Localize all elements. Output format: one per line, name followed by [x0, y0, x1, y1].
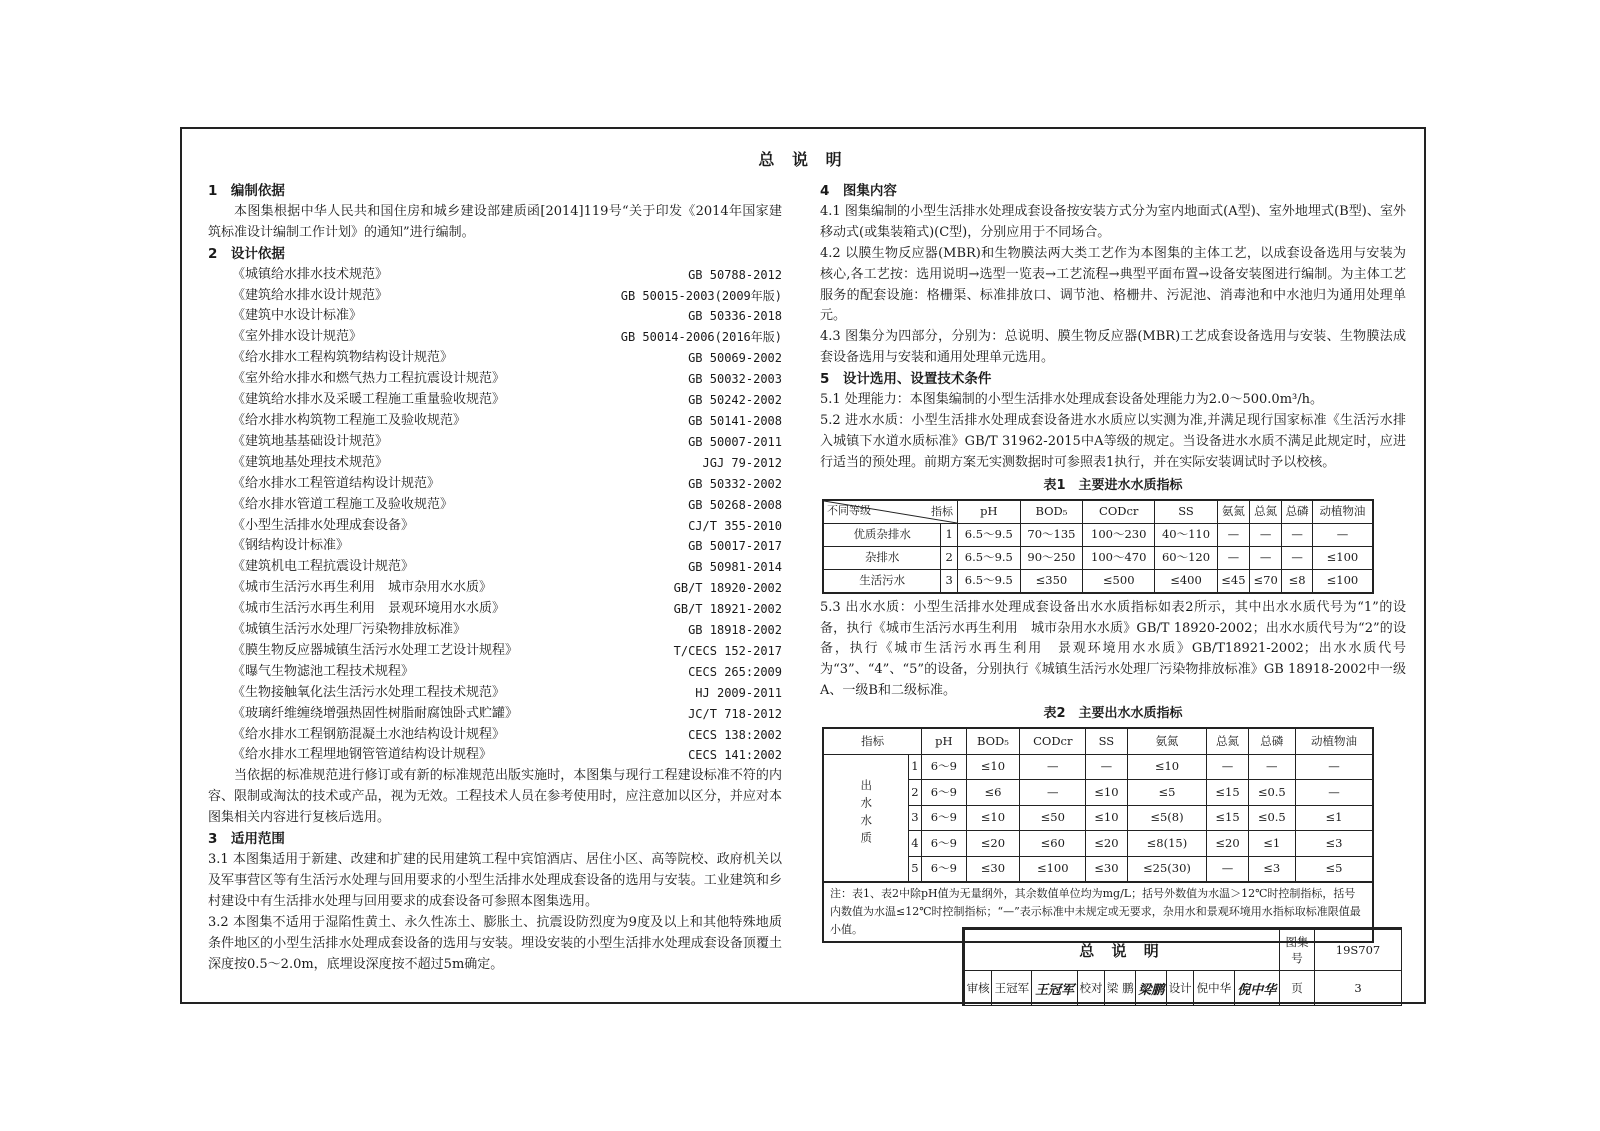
checker-signature: 梁鹏	[1136, 971, 1167, 1006]
design-label: 设计	[1167, 971, 1194, 1006]
standard-item	[208, 495, 782, 516]
standard-code: GB/T 18921-2002	[673, 602, 782, 617]
standard-item	[208, 516, 782, 537]
section-5-heading: 5 设计选用、设置技术条件	[820, 371, 992, 388]
table-2-header-cell: CODcr	[1020, 728, 1086, 754]
table-1-cell: —	[1250, 546, 1282, 569]
table-2-cell: ≤0.5	[1248, 780, 1295, 806]
section-3-2: 3.2 本图集不适用于湿陷性黄土、永久性冻土、膨胀土、抗震设防烈度为9度及以上和其他特殊地质条件地区的小型生活排水处理成套设备的选用与安装。埋设安装的小型生活排水处理成套设备顶覆土深度按0.5～2.0m，底埋设深度按不超过5m确定。	[208, 914, 782, 972]
table-2-quality-no: 3	[908, 805, 922, 831]
standard-code: GB 50069-2002	[688, 351, 782, 366]
table-2-header-cell: BOD₅	[966, 728, 1020, 754]
table-2-cell: ≤10	[1086, 780, 1127, 806]
table-2-cell: ≤0.5	[1248, 805, 1295, 831]
table-2-cell: ≤10	[966, 805, 1020, 831]
standard-code: CECS 141:2002	[688, 748, 782, 763]
standard-item	[208, 704, 782, 725]
standard-name: 《建筑机电工程抗震设计规范》	[232, 559, 415, 575]
drawing-frame	[180, 127, 1426, 1004]
standard-code: GB 50017-2017	[688, 539, 782, 554]
standard-code: GB 50332-2002	[688, 476, 782, 491]
left-column	[208, 181, 782, 975]
standard-code: GB 50141-2008	[688, 413, 782, 428]
table-2-cell: —	[1207, 856, 1248, 882]
standard-code: CJ/T 355-2010	[688, 518, 782, 533]
standard-name: 《小型生活排水处理成套设备》	[232, 517, 415, 533]
table-1-cell: —	[1282, 523, 1313, 546]
standard-name: 《钢结构设计标准》	[232, 538, 350, 554]
review-label: 审核	[965, 971, 992, 1006]
standard-code: GB 18918-2002	[688, 623, 782, 638]
table-2-cell: ≤15	[1207, 805, 1248, 831]
table-2-cell: ≤60	[1020, 831, 1086, 857]
standard-item	[208, 390, 782, 411]
table-2-cell: 6～9	[922, 780, 966, 806]
table-2-cell: 6～9	[922, 754, 966, 780]
standard-name: 《室外给水排水和燃气热力工程抗震设计规范》	[232, 371, 506, 387]
standard-item	[208, 745, 782, 766]
table-2-cell: —	[1295, 780, 1373, 806]
page-label: 页	[1280, 971, 1315, 1006]
standard-name: 《城市生活污水再生利用 景观环境用水水质》	[232, 601, 506, 617]
standard-name: 《建筑给水排水及采暖工程施工重量验收规范》	[232, 392, 506, 408]
table-1-cell: —	[1282, 546, 1313, 569]
standard-name: 《给水排水构筑物工程施工及验收规范》	[232, 412, 467, 428]
standard-item	[208, 620, 782, 641]
table-1-influent	[822, 499, 1374, 594]
table-2-cell: ≤3	[1248, 856, 1295, 882]
standard-name: 《建筑地基处理技术规范》	[232, 454, 389, 470]
table-1-cell: ≤45	[1217, 569, 1249, 593]
table-1-cell: ≤100	[1312, 569, 1373, 593]
section-3-heading: 3 适用范围	[208, 831, 285, 848]
table-2-cell: ≤20	[1086, 831, 1127, 857]
table-2-cell: ≤6	[966, 780, 1020, 806]
standard-code: GB 50268-2008	[688, 497, 782, 512]
section-5-1: 5.1 处理能力：本图集编制的小型生活排水处理成套设备处理能力为2.0～500.0m³/h。	[820, 392, 1323, 408]
table-1-header-cell: 总氮	[1250, 500, 1282, 524]
section-4-2: 4.2 以膜生物反应器(MBR)和生物膜法两大类工艺作为本图集的主体工艺，以成套设备选用与安装为核心,各工艺按：选用说明→选型一览表→工艺流程→典型平面布置→设备安装图进行编制。为主体工艺服务的配套设施：格栅渠、标准排放口、调节池、格栅井、污泥池、消毒池和中水池归为通用处理单元。	[820, 245, 1406, 324]
title-block	[962, 927, 1402, 1006]
table-1-header-cell: CODcr	[1083, 500, 1155, 524]
standard-name: 《给水排水工程构筑物结构设计规范》	[232, 350, 454, 366]
table-row	[823, 754, 1373, 780]
table-1-cell: 100～230	[1083, 523, 1155, 546]
table-1-cell: 100～470	[1083, 546, 1155, 569]
standard-item	[208, 599, 782, 620]
table-2-header-cell: 总磷	[1248, 728, 1295, 754]
table-2-quality-no: 4	[908, 831, 922, 857]
section-1-heading: 1 编制依据	[208, 183, 285, 199]
table-1-cell: 70～135	[1020, 523, 1083, 546]
standard-name: 《给水排水工程管道结构设计规范》	[232, 475, 441, 491]
table-2-quality-no: 5	[908, 856, 922, 882]
table-2-cell: 6～9	[922, 831, 966, 857]
table-row	[823, 523, 1373, 546]
table-1-level-no: 2	[941, 546, 958, 569]
standard-name: 《城镇生活污水处理厂污染物排放标准》	[232, 622, 467, 638]
standard-name: 《城镇给水排水技术规范》	[232, 266, 389, 282]
table-1-cell: ≤8	[1282, 569, 1313, 593]
standard-item	[208, 662, 782, 683]
standard-name: 《玻璃纤维缠绕增强热固性树脂耐腐蚀卧式贮罐》	[232, 705, 519, 721]
title-block-title: 总 说 明	[965, 930, 1280, 971]
table-1-cell: 6.5～9.5	[958, 569, 1021, 593]
table-2-cell: ≤5(8)	[1127, 805, 1207, 831]
standard-name: 《生物接触氧化法生活污水处理工程技术规范》	[232, 684, 506, 700]
check-label: 校对	[1077, 971, 1104, 1006]
table-1-level-name: 杂排水	[823, 546, 941, 569]
table-2-cell: —	[1207, 754, 1248, 780]
standard-item	[208, 536, 782, 557]
standard-code: GB 50336-2018	[688, 309, 782, 324]
standard-name: 《膜生物反应器城镇生活污水处理工艺设计规程》	[232, 642, 519, 658]
table-1-level-name: 优质杂排水	[823, 523, 941, 546]
standard-item	[208, 411, 782, 432]
designer-name: 倪中华	[1194, 971, 1234, 1006]
table-2-header-cell: SS	[1086, 728, 1127, 754]
table-1-cell: 90～250	[1020, 546, 1083, 569]
page-title: 总 说 明	[758, 150, 848, 169]
standard-item	[208, 327, 782, 348]
right-column	[820, 181, 1406, 943]
standard-item	[208, 306, 782, 327]
table-1-header-cell: BOD₅	[1020, 500, 1083, 524]
table-2-corner: 指标	[823, 728, 922, 754]
table-2-cell: —	[1020, 780, 1086, 806]
table-2-cell: ≤100	[1020, 856, 1086, 882]
atlas-no-label: 图集号	[1280, 930, 1315, 971]
table-2-cell: ≤20	[966, 831, 1020, 857]
table-1-corner-bottom: 不同等级	[827, 503, 871, 517]
standard-name: 《室外排水设计规范》	[232, 329, 363, 345]
standard-code: CECS 265:2009	[688, 664, 782, 679]
table-2-header-cell: 总氮	[1207, 728, 1248, 754]
standard-code: CECS 138:2002	[688, 727, 782, 742]
section-5-3: 5.3 出水水质：小型生活排水处理成套设备出水水质指标如表2所示，其中出水水质代号为“1”的设备，执行《城市生活污水再生利用 城市杂用水水质》GB/T 18920-2002；出水水质代号为“2”的设备，执行《城市生活污水再生利用 景观环境用水水质》GB/T18921-2002；出水水质代号为“3”、“4”、“5”的设备，分别执行《城镇生活污水处理厂污染物排放标准》GB 18918-2002中一级A、一级B和二级标准。	[820, 599, 1406, 699]
table-2-cell: 6～9	[922, 856, 966, 882]
table-2-caption: 表2 主要出水水质指标	[1043, 706, 1183, 722]
section-2-heading: 2 设计依据	[208, 245, 285, 262]
standard-item	[208, 683, 782, 704]
section-3-1: 3.1 本图集适用于新建、改建和扩建的民用建筑工程中宾馆酒店、居住小区、高等院校、政府机关以及军事营区等有生活污水处理与回用要求的小型生活排水处理成套设备的选用与安装。工业建筑和乡村建设中有生活排水处理与回用要求的成套设备可参照本图集选用。	[208, 852, 782, 909]
table-1-cell: ≤70	[1250, 569, 1282, 593]
standard-code: GB 50032-2003	[688, 372, 782, 387]
table-2-cell: ≤5	[1127, 780, 1207, 806]
standard-item	[208, 578, 782, 599]
checker-name: 梁 鹏	[1105, 971, 1136, 1006]
table-note: 注：表1、表2中除pH值为无量纲外，其余数值单位均为mg/L；括号外数值为水温＞12℃时控制指标，括号内数值为水温≤12℃时控制指标；“—”表示标准中未规定或无要求，杂用水和景观环境用水指标取标准限值最小值。	[822, 883, 1374, 943]
standard-name: 《建筑地基基础设计规范》	[232, 433, 389, 449]
table-2-cell: ≤30	[1086, 856, 1127, 882]
table-1-cell: 40～110	[1155, 523, 1218, 546]
standard-name: 《城市生活污水再生利用 城市杂用水水质》	[232, 580, 493, 596]
standard-code: T/CECS 152-2017	[673, 643, 782, 658]
section-4-heading: 4 图集内容	[820, 183, 897, 199]
standard-name: 《给水排水工程埋地钢管管道结构设计规程》	[232, 747, 493, 763]
atlas-no: 19S707	[1315, 930, 1402, 971]
table-2-cell: ≤15	[1207, 780, 1248, 806]
standard-name: 《给水排水管道工程施工及验收规范》	[232, 496, 454, 512]
table-1-corner-top: 指标	[931, 504, 954, 518]
table-1-caption: 表1 主要进水水质指标	[1043, 477, 1183, 493]
standards-list	[208, 265, 782, 767]
standard-code: JC/T 718-2012	[688, 706, 782, 721]
standard-code: GB 50014-2006(2016年版)	[620, 330, 782, 345]
reviewer-signature: 王冠军	[1032, 971, 1077, 1006]
table-2-cell: ≤1	[1295, 805, 1373, 831]
table-2-cell: ≤30	[966, 856, 1020, 882]
standard-name: 《建筑中水设计标准》	[232, 308, 363, 324]
section-4-3: 4.3 图集分为四部分，分别为：总说明、膜生物反应器(MBR)工艺成套设备选用与安装、生物膜法成套设备选用与安装和通用处理单元选用。	[820, 329, 1406, 366]
standard-item	[208, 369, 782, 390]
standard-name: 《曝气生物滤池工程技术规程》	[232, 663, 415, 679]
table-1-level-no: 3	[941, 569, 958, 593]
table-2-cell: ≤10	[1086, 805, 1127, 831]
table-2-cell: ≤25(30)	[1127, 856, 1207, 882]
table-1-cell: ≤350	[1020, 569, 1083, 593]
table-1-cell: —	[1312, 523, 1373, 546]
standard-item	[208, 641, 782, 662]
table-1-header-cell: 动植物油	[1312, 500, 1373, 524]
standard-item	[208, 265, 782, 286]
table-2-cell: —	[1086, 754, 1127, 780]
standard-item	[208, 453, 782, 474]
table-1-cell: ≤500	[1083, 569, 1155, 593]
standard-item	[208, 557, 782, 578]
standard-item	[208, 348, 782, 369]
table-2-cell: —	[1248, 754, 1295, 780]
table-1-header-cell: 氨氮	[1217, 500, 1249, 524]
table-1-header-row	[823, 500, 1373, 524]
section-5-2: 5.2 进水水质：小型生活排水处理成套设备进水水质应以实测为准,并满足现行国家标准《生活污水排入城镇下水道水质标准》GB/T 31962-2015中A等级的规定。当设备进水水质不满足此规定时，应进行适当的预处理。前期方案无实测数据时可参照表1执行，并在实际安装调试时予以校核。	[820, 412, 1406, 470]
table-2-header-cell: 动植物油	[1295, 728, 1373, 754]
standard-code: HJ 2009-2011	[695, 685, 782, 700]
standard-code: GB 50242-2002	[688, 393, 782, 408]
table-2-cell: ≤20	[1207, 831, 1248, 857]
table-1-level-name: 生活污水	[823, 569, 941, 593]
standard-name: 《建筑给水排水设计规范》	[232, 287, 389, 303]
section-4-1: 4.1 图集编制的小型生活排水处理成套设备按安装方式分为室内地面式(A型)、室外地埋式(B型)、室外移动式(或集装箱式)(C型)，分别应用于不同场合。	[820, 203, 1406, 240]
table-2-header-row	[823, 728, 1373, 754]
table-2-group-label	[823, 754, 908, 882]
table-2-header-cell: pH	[922, 728, 966, 754]
table-2-header-cell: 氨氮	[1127, 728, 1207, 754]
table-2-group-text: 出水水质	[859, 779, 874, 850]
table-row	[823, 569, 1373, 593]
standard-item	[208, 725, 782, 746]
reviewer-name: 王冠军	[992, 971, 1032, 1006]
standard-item	[208, 474, 782, 495]
standard-code: JGJ 79-2012	[702, 455, 782, 470]
table-2-quality-no: 1	[908, 754, 922, 780]
table-1-cell: ≤100	[1312, 546, 1373, 569]
table-2-cell: ≤10	[966, 754, 1020, 780]
table-1-cell: 6.5～9.5	[958, 546, 1021, 569]
table-2-cell: —	[1020, 754, 1086, 780]
table-2-cell: ≤50	[1020, 805, 1086, 831]
standard-code: GB 50015-2003(2009年版)	[620, 288, 782, 303]
table-1-header-cell: SS	[1155, 500, 1218, 524]
table-2-cell: ≤5	[1295, 856, 1373, 882]
table-2-cell: ≤3	[1295, 831, 1373, 857]
table-1-cell: 6.5～9.5	[958, 523, 1021, 546]
table-2-effluent	[822, 727, 1374, 883]
table-2-cell: ≤1	[1248, 831, 1295, 857]
table-1-cell: —	[1217, 546, 1249, 569]
standard-item	[208, 432, 782, 453]
table-2-cell: ≤10	[1127, 754, 1207, 780]
section-2-note: 当依据的标准规范进行修订或有新的标准规范出版实施时，本图集与现行工程建设标准不符的内容、限制或淘汰的技术或产品，视为无效。工程技术人员在参考使用时，应注意加以区分，并应对本图集相关内容进行复核后选用。	[208, 768, 782, 826]
table-1-header-cell: pH	[958, 500, 1021, 524]
table-1-cell: 60～120	[1155, 546, 1218, 569]
table-2-cell: 6～9	[922, 805, 966, 831]
standard-code: GB 50981-2014	[688, 560, 782, 575]
table-2-cell: ≤8(15)	[1127, 831, 1207, 857]
designer-signature: 倪中华	[1234, 971, 1279, 1006]
table-1-cell: —	[1217, 523, 1249, 546]
table-1-corner	[823, 500, 958, 524]
table-1-cell: —	[1250, 523, 1282, 546]
table-2-cell: —	[1295, 754, 1373, 780]
table-row	[823, 546, 1373, 569]
standard-code: GB 50007-2011	[688, 434, 782, 449]
page-number: 3	[1315, 971, 1402, 1006]
standard-name: 《给水排水工程钢筋混凝土水池结构设计规程》	[232, 726, 506, 742]
table-1-header-cell: 总磷	[1282, 500, 1313, 524]
table-1-cell: ≤400	[1155, 569, 1218, 593]
standard-code: GB/T 18920-2002	[673, 581, 782, 596]
section-1-text: 本图集根据中华人民共和国住房和城乡建设部建质函[2014]119号“关于印发《2014年国家建筑标准设计编制工作计划》的通知”进行编制。	[208, 203, 782, 240]
table-1-level-no: 1	[941, 523, 958, 546]
standard-code: GB 50788-2012	[688, 267, 782, 282]
table-2-quality-no: 2	[908, 780, 922, 806]
standard-item	[208, 286, 782, 307]
